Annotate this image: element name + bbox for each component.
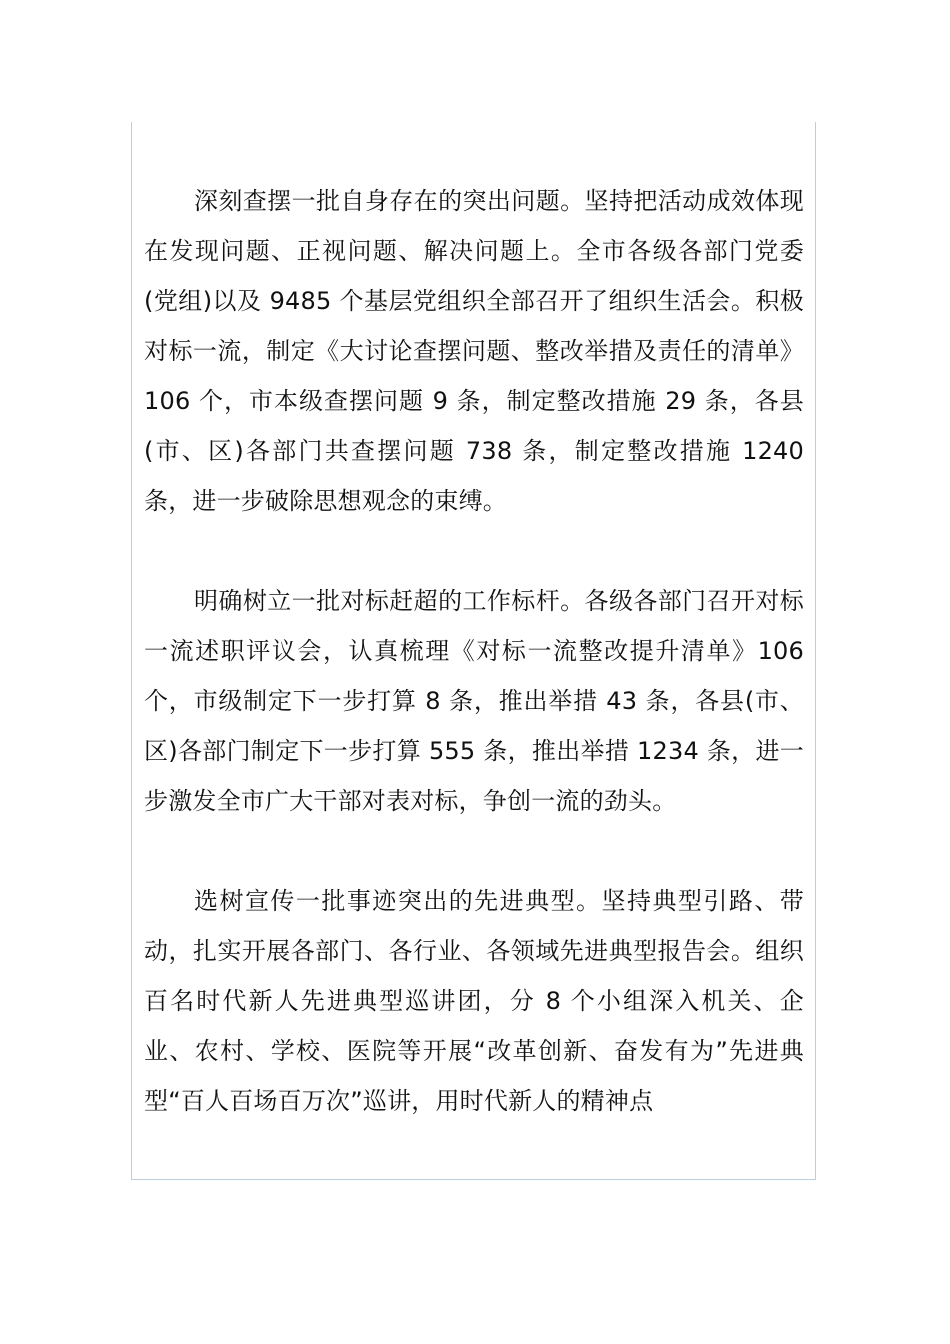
document-body	[144, 176, 804, 1126]
paragraph-3: 选树宣传一批事迹突出的先进典型。坚持典型引路、带动，扎实开展各部门、各行业、各领域先进典型报告会。组织百名时代新人先进典型巡讲团，分 8 个小组深入机关、企业、农村、学校、医院等开展“改革创新、奋发有为”先进典型“百人百场百万次”巡讲，用时代新人的精神点	[144, 887, 804, 1115]
paragraph-1: 深刻查摆一批自身存在的突出问题。坚持把活动成效体现在发现问题、正视问题、解决问题上。全市各级各部门党委(党组)以及 9485 个基层党组织全部召开了组织生活会。积极对标一流，制定《大讨论查摆问题、整改举措及责任的清单》106 个，市本级查摆问题 9 条，制定整改措施 29 条，各县(市、区)各部门共查摆问题 738 条，制定整改措施 1240 条，进一步破除思想观念的束缚。	[144, 187, 804, 515]
paragraph-2: 明确树立一批对标赶超的工作标杆。各级各部门召开对标一流述职评议会，认真梳理《对标一流整改提升清单》106 个，市级制定下一步打算 8 条，推出举措 43 条，各县(市、区)各部门制定下一步打算 555 条，推出举措 1234 条，进一步激发全市广大干部对表对标，争创一流的劲头。	[144, 587, 804, 815]
